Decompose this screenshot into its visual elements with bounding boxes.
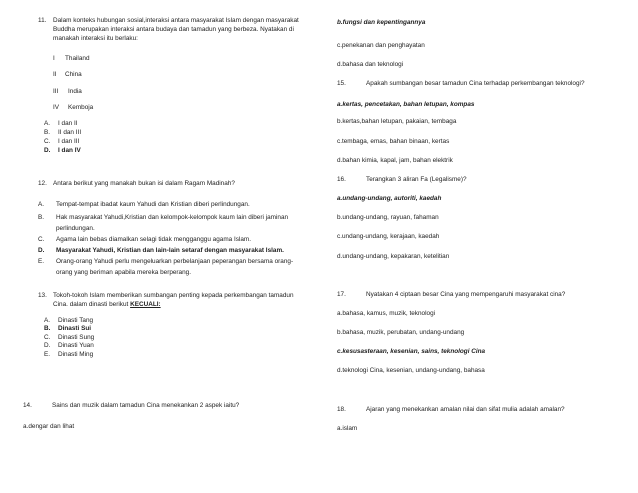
q13-number: 13.	[38, 292, 47, 299]
q11-option-b-letter: B.	[44, 129, 51, 136]
q18-stem: Ajaran yang menekankan amalan nilai dan sifat mulia adalah amalan?	[366, 406, 565, 413]
q17-option-d: d.teknologi Cina, kesenian, undang-undang, bahasa	[337, 367, 485, 374]
q12-option-a-letter: A.	[38, 201, 45, 208]
q11-option-d-letter: D.	[44, 147, 51, 154]
q16-option-c: c.undang-undang, kerajaan, kaedah	[337, 233, 440, 240]
q14-option-c: c.penekanan dan penghayatan	[337, 42, 425, 49]
q12-option-c-letter: C.	[38, 236, 45, 243]
q11-number: 11.	[38, 17, 47, 24]
q18-option-a: a.islam	[337, 425, 358, 432]
q16-option-b: b.undang-undang, rayuan, fahaman	[337, 214, 439, 221]
q17-option-b: b.bahasa, muzik, perubatan, undang-undang	[337, 329, 465, 336]
q13-option-a: Dinasti Tang	[58, 317, 94, 324]
q11-roman-2-text: China	[65, 71, 82, 78]
q17-stem: Nyatakan 4 ciptaan besar Cina yang mempengaruhi masyarakat cina?	[366, 291, 566, 298]
q13-except-keyword: KECUALI:	[130, 301, 161, 308]
q12-option-b-letter: B.	[38, 214, 45, 221]
q11-roman-4-text: Kemboja	[68, 104, 94, 111]
q17-option-c-answer: c.kesusasteraan, kesenian, sains, teknologi Cina	[337, 348, 486, 355]
q13-option-d-letter: D.	[44, 342, 51, 349]
q16-option-d: d.undang-undang, kepakaran, ketelitian	[337, 253, 450, 260]
q14-stem: Sains dan muzik dalam tamadun Cina menekankan 2 aspek iaitu?	[52, 402, 240, 409]
q13-stem-text: Cina. dalam dinasti berikut	[53, 301, 131, 308]
q15-option-d: d.bahan kimia, kapal, jam, bahan elektrik	[337, 157, 453, 164]
q13-option-a-letter: A.	[44, 317, 51, 324]
q12-option-e: Orang-orang Yahudi perlu mengeluarkan perbelanjaan peperangan bersama orang-	[56, 258, 294, 265]
q11-roman-3-text: India	[68, 88, 82, 95]
q11-roman-3: III	[53, 88, 59, 95]
q11-stem-line3: manakah interaksi itu berlaku:	[53, 35, 138, 42]
q11-option-c: I dan III	[58, 138, 80, 145]
q13-stem-line1: Tokoh-tokoh Islam memberikan sumbangan penting kepada perkembangan tamadun	[53, 292, 294, 299]
q12-option-a: Tempat-tempat ibadat kaum Yahudi dan Kristian diberi perlindungan.	[56, 201, 250, 208]
q11-option-a: I dan II	[58, 120, 78, 127]
q15-stem: Apakah sumbangan besar tamadun Cina terhadap perkembangan teknologi?	[366, 80, 585, 87]
q16-stem: Terangkan 3 aliran Fa (Legalisme)?	[366, 176, 467, 183]
q14-option-a: a.dengar dan lihat	[23, 423, 75, 430]
q13-stem-line2	[53, 301, 161, 309]
q11-roman-1-text: Thailand	[65, 55, 90, 62]
q12-option-b-cont: perlindungan.	[56, 225, 95, 232]
q12-option-c: Agama lain bebas diamalkan selagi tidak mengganggu agama Islam.	[56, 236, 252, 243]
q12-stem: Antara berikut yang manakah bukan isi dalam Ragam Madinah?	[53, 180, 235, 187]
q14-option-d: d.bahasa dan teknologi	[337, 61, 404, 68]
q17-number: 17.	[337, 291, 346, 298]
q16-number: 16.	[337, 176, 346, 183]
q15-number: 15.	[337, 80, 346, 87]
q13-option-e: Dinasti Ming	[58, 351, 94, 358]
q12-number: 12.	[38, 180, 47, 187]
q11-stem-line2: Buddha merupakan interaksi antara budaya dan tamadun yang berbeza. Nyatakan di	[53, 26, 294, 33]
q11-option-c-letter: C.	[44, 138, 51, 145]
q12-option-d-letter: D.	[38, 247, 45, 254]
q11-roman-2: II	[53, 71, 57, 78]
q12-option-e-cont: orang yang beriman apabila mereka berperang.	[56, 269, 191, 276]
q13-option-b-letter: B.	[44, 325, 51, 332]
q14-option-b-answer: b.fungsi dan kepentingannya	[337, 19, 426, 26]
q13-option-c-letter: C.	[44, 334, 51, 341]
q11-option-d: I dan IV	[58, 147, 81, 154]
q13-option-c: Dinasti Sung	[58, 334, 95, 341]
q11-roman-1: I	[53, 55, 55, 62]
q15-option-b: b.kertas,bahan letupan, pakaian, tembaga	[337, 118, 457, 125]
q16-option-a-answer: a.undang-undang, autoriti, kaedah	[337, 195, 442, 202]
q18-number: 18.	[337, 406, 346, 413]
q12-option-e-letter: E.	[38, 258, 45, 265]
q15-option-c: c.tembaga, emas, bahan binaan, kertas	[337, 138, 450, 145]
q13-option-d: Dinasti Yuan	[58, 342, 94, 349]
q11-option-b: II dan III	[58, 129, 82, 136]
q11-roman-4: IV	[53, 104, 60, 111]
q12-option-d: Masyarakat Yahudi, Kristian dan lain-lain setaraf dengan masyarakat Islam.	[56, 247, 284, 254]
q11-option-a-letter: A.	[44, 120, 51, 127]
q11-stem-line1: Dalam konteks hubungan sosial,interaksi antara masyarakat Islam dengan masyarakat	[53, 17, 299, 24]
q12-option-b: Hak masyarakat Yahudi,Kristian dan kelompok-kelompok kaum lain diberi jaminan	[56, 214, 289, 221]
q17-option-a: a.bahasa, kamus, muzik, teknologi	[337, 310, 436, 317]
q15-option-a-answer: a.kertas, pencetakan, bahan letupan, kompas	[337, 101, 475, 108]
q14-number: 14.	[23, 402, 32, 409]
q13-option-b: Dinasti Sui	[58, 325, 92, 332]
q13-option-e-letter: E.	[44, 351, 51, 358]
